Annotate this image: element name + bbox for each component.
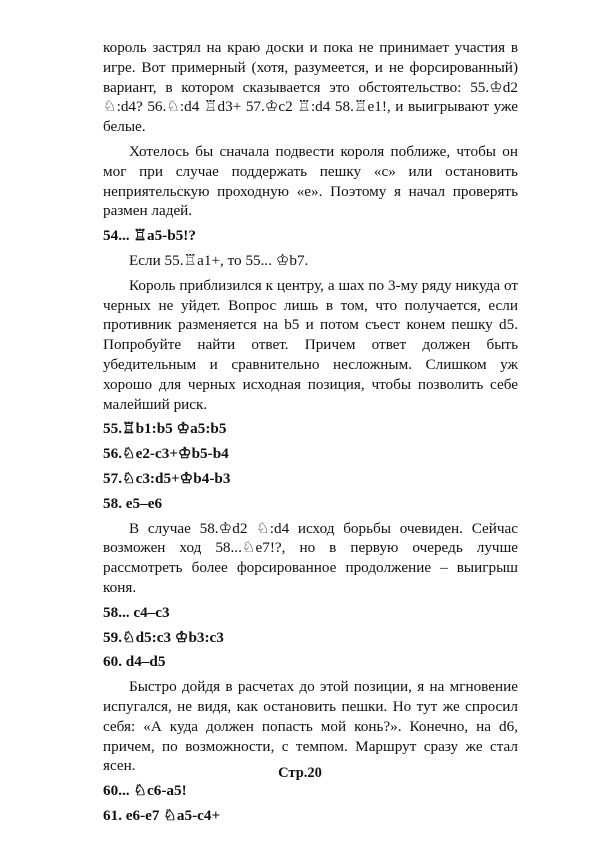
paragraph-2: Хотелось бы сначала подвести короля поближе, чтобы он мог при случае поддержать пешку «с» или остановить неприятельскую проходную «е». Поэтому я начал проверять размен ладей. xyxy=(103,142,518,220)
move-57: 57.♘c3:d5+♔b4-b3 xyxy=(103,469,231,487)
paragraph-4: Король приблизился к центру, а шах по 3-му ряду никуда от черных не уйдет. Вопрос лишь в том, что получается, если противник разменяется на b5 и потом съест конем пешку d5. Попробуйте найти ответ. Причем ответ должен быть убедительным и сравнительно несложным. Слишком уж хорошо для черных исходная позиция, чтобы позволить себе малейший риск. xyxy=(103,276,518,413)
move-58: 58. e5–e6 xyxy=(103,494,163,512)
move-54: 54... ♖a5-b5!? xyxy=(103,227,196,245)
paragraph-5: В случае 58.♔d2 ♘:d4 исход борьбы очевиден. Сейчас возможен ход 58...♘e7!?, но в первую очередь лучше рассмотреть более форсированное продолжение – выигрыш коня. xyxy=(103,519,518,596)
move-55: 55.♖b1:b5 ♔a5:b5 xyxy=(103,420,227,438)
move-60: 60. d4–d5 xyxy=(103,653,166,671)
page-body xyxy=(103,38,518,831)
move-61: 61. e6-e7 ♘a5-c4+ xyxy=(103,806,221,824)
paragraph-1: король застрял на краю доски и пока не принимает участия в игре. Вот примерный (хотя, разумеется, и не форсированный) вариант, в котором сказывается это обстоятельство: 55.♔d2 ♘:d4? 56.♘:d4 ♖d3+ 57.♔c2 ♖:d4 58.♖e1!, и выигрывают уже белые. xyxy=(103,39,518,136)
paragraph-6: Быстро дойдя в расчетах до этой позиции, я на мгновение испугался, не видя, как остановить пешки. Но тут же спросил себя: «А куда должен попасть мой конь?». Конечно, на d6, причем, по возможности, с темпом. Маршрут сразу же стал ясен. xyxy=(103,678,518,775)
move-59: 59.♘d5:c3 ♔b3:c3 xyxy=(103,628,224,646)
paragraph-3: Если 55.♖a1+, то 55... ♔b7. xyxy=(129,251,309,269)
page-number: Стр.20 xyxy=(278,765,322,781)
move-60-black: 60... ♘c6-a5! xyxy=(103,782,187,800)
move-58-black: 58... c4–c3 xyxy=(103,603,170,621)
move-56: 56.♘e2-c3+♔b5-b4 xyxy=(103,445,229,463)
